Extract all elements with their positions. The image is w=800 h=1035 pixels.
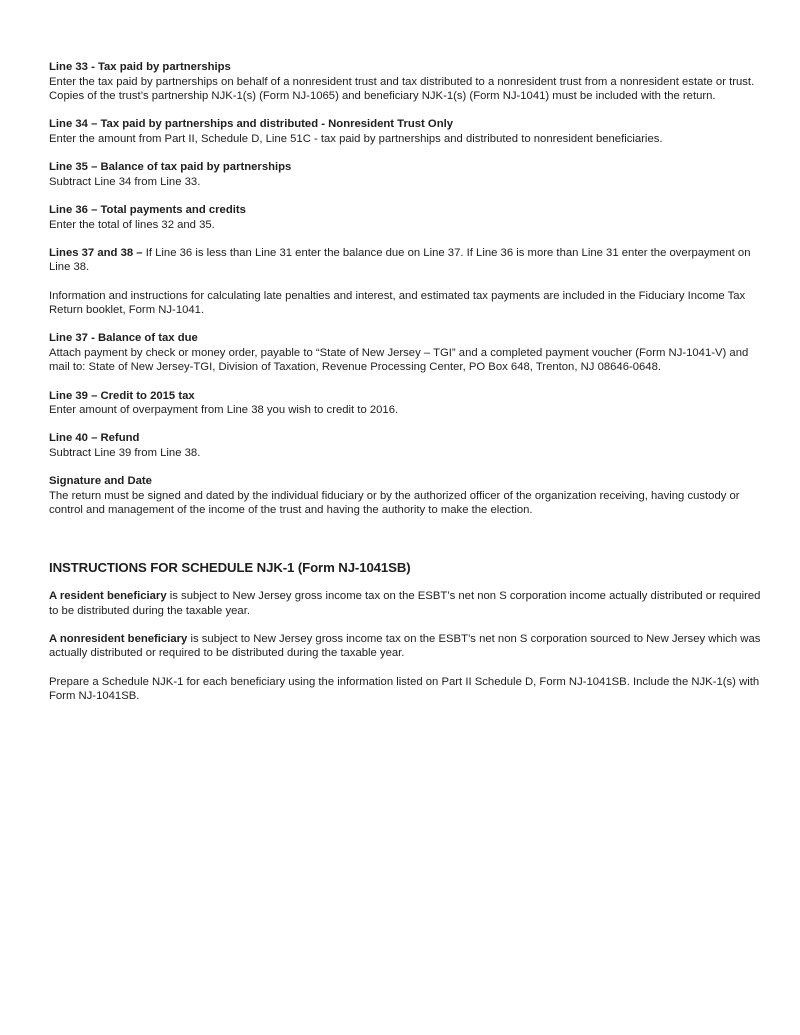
section-body: Enter the amount from Part II, Schedule D, Line 51C - tax paid by partnerships and distributed to nonresident beneficiaries. [49,132,663,145]
section-body-inline: If Line 36 is less than Line 31 enter the balance due on Line 37. If Line 36 is more than Line 31 enter the overpayment on Line 38. [49,246,751,274]
prepare-schedule-paragraph [49,675,767,704]
section-line-36 [49,203,767,232]
paragraph-text: is subject to New Jersey gross income tax on the ESBT’s net non S corporation income actually distributed or required to be distributed during the taxable year. [49,590,761,617]
instructions-page [49,60,767,717]
section-line-39 [49,389,767,418]
section-lines-37-38 [49,246,767,275]
section-body: Information and instructions for calculating late penalties and interest, and estimated tax payments are included in the Fiduciary Income Tax Return booklet, Form NJ-1041. [49,289,746,317]
section-title: Line 36 – Total payments and credits [49,203,246,216]
schedule-heading: INSTRUCTIONS FOR SCHEDULE NJK-1 (Form NJ-1041SB) [49,560,411,575]
paragraph-lead: A resident beneficiary [49,590,167,602]
section-title: Signature and Date [49,475,152,488]
section-body: Subtract Line 34 from Line 33. [49,175,201,188]
section-title: Line 33 - Tax paid by partnerships [49,61,231,73]
section-body: Attach payment by check or money order, payable to “State of New Jersey – TGI” and a completed payment voucher (Form NJ-1041-V) and mail to: State of New Jersey-TGI, Division of Taxation, Revenue Processing Center, PO Box 648, Trenton, NJ 08646-0648. [49,346,749,374]
section-penalties-info [49,289,767,318]
section-title: Line 39 – Credit to 2015 tax [49,389,195,402]
nonresident-beneficiary-paragraph [49,632,767,661]
section-line-40 [49,431,767,460]
section-title-inline: Lines 37 and 38 – [49,246,143,259]
paragraph-text: is subject to New Jersey gross income tax on the ESBT’s net non S corporation sourced to New Jersey which was actually distributed or required to be distributed during the taxable year. [49,632,761,660]
section-body: Subtract Line 39 from Line 38. [49,447,201,460]
section-body: Enter the tax paid by partnerships on behalf of a nonresident trust and tax distributed to a nonresident trust from a nonresident estate or trust. Copies of the trust’s partnership NJK-1(s) (Form NJ-1065) and beneficiary NJK-1(s) (Form NJ-1041) must be included with the return. [49,75,755,103]
section-line-35 [49,160,767,189]
paragraph-lead: A nonresident beneficiary [49,632,188,645]
section-title: Line 34 – Tax paid by partnerships and distributed - Nonresident Trust Only [49,118,454,131]
section-title: Line 37 - Balance of tax due [49,332,198,345]
section-line-37 [49,331,767,375]
section-body: Enter the total of lines 32 and 35. [49,218,215,231]
paragraph-text: Prepare a Schedule NJK-1 for each beneficiary using the information listed on Part II Schedule D, Form NJ-1041SB. Include the NJK-1(s) with Form NJ-1041SB. [49,675,760,703]
section-title: Line 35 – Balance of tax paid by partnerships [49,161,292,174]
section-body: Enter amount of overpayment from Line 38 you wish to credit to 2016. [49,404,399,417]
section-signature-date [49,474,767,518]
section-line-33 [49,60,767,104]
section-title: Line 40 – Refund [49,432,140,445]
section-line-34 [49,117,767,146]
section-body: The return must be signed and dated by the individual fiduciary or by the authorized officer of the organization receiving, having custody or control and management of the income of the trust and having the authority to make the election. [49,489,740,517]
resident-beneficiary-paragraph [49,589,767,618]
